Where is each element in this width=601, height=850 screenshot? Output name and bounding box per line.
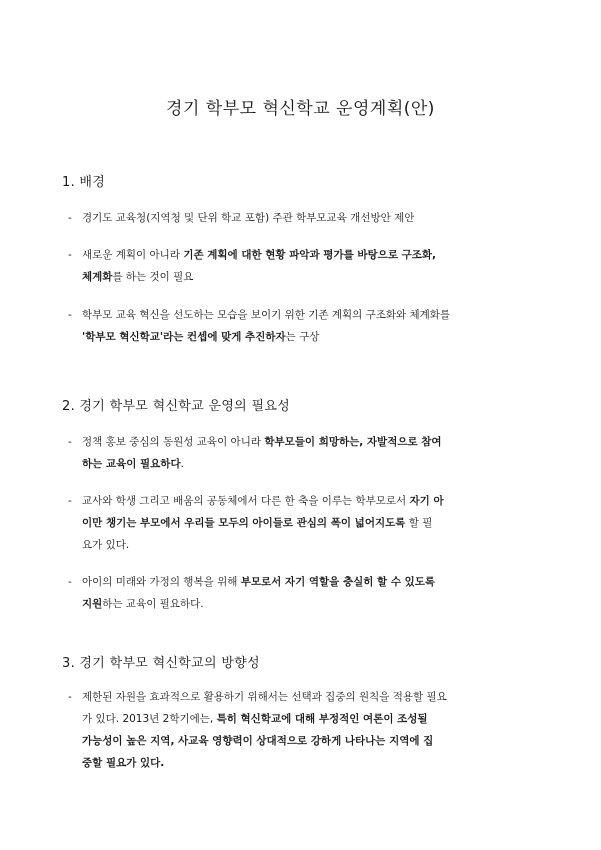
text-run: 는 구상	[285, 331, 320, 343]
bullet-line	[68, 453, 550, 475]
bullet-1-2	[68, 244, 550, 288]
bold-text-run: 중할 필요가 있다.	[82, 757, 165, 769]
bullet-dash: -	[68, 495, 72, 507]
bullet-dash: -	[68, 212, 72, 224]
section-heading-direction: 3. 경기 학부모 혁신학교의 방향성	[62, 656, 260, 671]
bullet-line	[68, 730, 550, 752]
text-run: 학부모 교육 혁신을 선도하는 모습을 보이기 위한 기존 계획의 구조화와 체계화를	[82, 309, 451, 321]
bullet-1-1	[68, 207, 550, 229]
section-heading-background: 1. 배경	[62, 175, 106, 190]
text-run: .	[180, 458, 184, 470]
bullet-2-2	[68, 490, 550, 556]
bullet-line	[68, 708, 550, 730]
bold-text-run: 지원	[82, 598, 103, 610]
bullet-line	[68, 512, 550, 534]
bullet-dash: -	[68, 309, 72, 321]
bullet-line	[68, 326, 550, 348]
text-run: 요가 있다.	[82, 539, 130, 551]
bullet-dash: -	[68, 249, 72, 261]
text-run: 새로운 계획이 아니라	[82, 249, 184, 261]
text-run: 하는 교육이 필요하다.	[102, 598, 204, 610]
text-run: 제한된 자원을 효과적으로 활용하기 위해서는 선택과 집중의 원칙을 적용할 필요	[82, 691, 447, 703]
section-heading-necessity: 2. 경기 학부모 혁신학교 운영의 필요성	[62, 399, 291, 414]
bold-text-run: 부모로서 자기 역할을 충실히 할 수 있도록	[240, 576, 436, 588]
bullet-line	[68, 686, 550, 708]
bold-text-run: 체계화	[82, 271, 113, 283]
bullet-dash: -	[68, 691, 72, 703]
bullet-line	[68, 571, 550, 593]
document-title: 경기 학부모 혁신학교 운영계획(안)	[166, 99, 435, 119]
text-run: 교사와 학생 그리고 배움의 공동체에서 다른 한 축을 이루는 학부모로서	[82, 495, 410, 507]
text-run: 를 하는 것이 필요	[112, 271, 194, 283]
bold-text-run: 자기 아	[409, 495, 444, 507]
bold-text-run: 하는 교육이 필요하다	[82, 458, 181, 470]
bullet-line	[68, 593, 550, 615]
bold-text-run: 특히 혁신학교에 대해 부정적인 여론이 조성될	[216, 713, 428, 725]
bullet-line	[68, 490, 550, 512]
bullet-3-1	[68, 686, 550, 774]
bold-text-run: 가능성이 높은 지역, 사교육 영향력이 상대적으로 강하게 나타나는 지역에 집	[82, 735, 434, 747]
bullet-line	[68, 752, 550, 774]
bullet-dash: -	[68, 576, 72, 588]
bullet-line	[68, 304, 550, 326]
bullet-1-3	[68, 304, 550, 348]
bullet-line	[68, 266, 550, 288]
bold-text-run: 학부모들이 희망하는, 자발적으로 참여	[264, 436, 442, 448]
bullet-2-3	[68, 571, 550, 615]
bold-text-run: 기존 계획에 대한 현황 파악과 평가를 바탕으로 구조화,	[183, 249, 437, 261]
text-run: 아이의 미래와 가정의 행복을 위해	[82, 576, 241, 588]
bullet-line	[68, 431, 550, 453]
bold-text-run: '학부모 혁신학교'라는 컨셉에 맞게 추진하자	[82, 331, 286, 343]
text-run: 경기도 교육청(지역청 및 단위 학교 포함) 주관 학부모교육 개선방안 제안	[82, 212, 415, 224]
bullet-line	[68, 534, 550, 556]
text-run: 정책 홍보 중심의 동원성 교육이 아니라	[82, 436, 265, 448]
text-run: 가 있다. 2013년 2학기에는,	[82, 713, 217, 725]
bullet-dash: -	[68, 436, 72, 448]
text-run: 할 필	[405, 517, 433, 529]
bold-text-run: 이만 챙기는 부모에서 우리들 모두의 아이들로 관심의 폭이 넓어지도록	[82, 517, 406, 529]
bullet-line	[68, 244, 550, 266]
bullet-2-1	[68, 431, 550, 475]
bullet-line	[68, 207, 550, 229]
